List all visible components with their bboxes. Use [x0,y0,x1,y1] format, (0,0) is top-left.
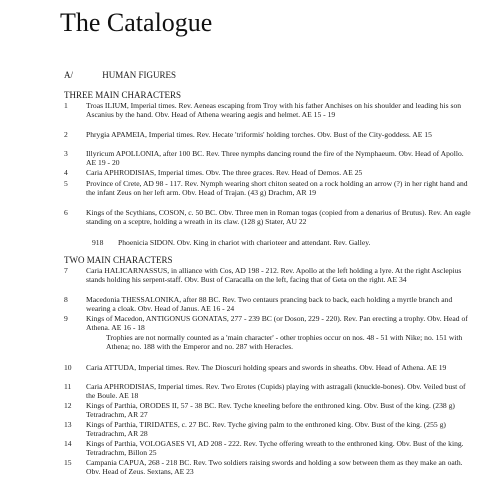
group-heading-two: TWO MAIN CHARACTERS [64,255,173,265]
group-heading-three: THREE MAIN CHARACTERS [64,90,182,100]
entry-text: Kings of the Scythians, COSON, c. 50 BC. Obv. Three men in Roman togas (copied from a denarius of Brutus). Rev. An eagle standing on a sceptre, holding a wreath in its claw. (128 g) Stater, AU 22 [86,208,471,227]
trophy-note: Trophies are not normally counted as a 'main character' - other trophies occur on nos. 48 - 51 with Nike; no. 151 with Athena; no. 188 with the Emperor and no. 287 with Heracles. [106,333,463,352]
entry-number: 7 [64,266,68,275]
entry-number: 14 [64,439,72,448]
entry-text: Illyricum APOLLONIA, after 100 BC. Rev. Three nymphs dancing round the fire of the Nymphaeum. Obv. Head of Apollo. AE 19 - 20 [86,149,464,168]
entry-number: 3 [64,149,68,158]
entry-text: Caria APHRODISIAS, Imperial times. Obv. The three graces. Rev. Head of Demos. AE 25 [86,168,363,177]
page-title: The Catalogue [60,8,213,37]
entry-text: Troas ILIUM, Imperial times. Rev. Aeneas escaping from Troy with his father Anchises on his shoulder and leading his son Ascanius by the hand. Obv. Head of Athena wearing aegis and helmet. AE 15 - 19 [86,101,462,120]
entry-text: Province of Crete, AD 98 - 117. Rev. Nymph wearing short chiton seated on a rock holding an arrow (?) in her right hand and the infant Zeus on her left arm. Obv. Head of Trajan. (43 g) Drachm, AR 19 [86,179,468,198]
section-letter: A/ [64,70,73,80]
entry-text: Kings of Parthia, ORODES II, 57 - 38 BC. Rev. Tyche kneeling before the enthroned king. Obv. Bust of the king. (238 g) Tetradrachm, AR 27 [86,401,455,420]
entry-number: 13 [64,420,72,429]
entry-number: 918 [92,238,104,247]
entry-text: Kings of Parthia, TIRIDATES, c. 27 BC. Rev. Tyche giving palm to the enthroned king. Obv. Bust of the king. (255 g) Tetradrachm, AR 28 [86,420,446,439]
entry-number: 6 [64,208,68,217]
entry-text: Macedonia THESSALONIKA, after 88 BC. Rev. Two centaurs prancing back to back, each holding a myrtle branch and wearing a cloak. Obv. Head of Janus. AE 16 - 24 [86,295,453,314]
entry-text: Caria APHRODISIAS, Imperial times. Rev. Two Erotes (Cupids) playing with astragali (knuckle-bones). Obv. Veiled bust of the Boule. AE 18 [86,382,466,401]
entry-text: Caria ATTUDA, Imperial times. Rev. The Dioscuri holding spears and swords in sheaths. Obv. Head of Athena. AE 19 [86,363,447,372]
entry-number: 4 [64,168,68,177]
entry-number: 2 [64,130,68,139]
section-heading [64,70,176,81]
entry-number: 8 [64,295,68,304]
entry-number: 11 [64,382,72,391]
entry-number: 10 [64,363,72,372]
entry-number: 5 [64,179,68,188]
entry-text: Campania CAPUA, 268 - 218 BC. Rev. Two soldiers raising swords and holding a sow between them as they make an oath. Obv. Head of Zeus. Sextans, AE 23 [86,458,463,477]
section-title: HUMAN FIGURES [102,70,177,80]
entry-number: 12 [64,401,72,410]
entry-text: Phrygia APAMEIA, Imperial times. Rev. Hecate 'triformis' holding torches. Obv. Bust of the City-goddess. AE 15 [86,130,432,139]
entry-number: 9 [64,314,68,323]
entry-number: 1 [64,101,68,110]
entry-text: Phoenicia SIDON. Obv. King in chariot with charioteer and attendant. Rev. Galley. [118,238,371,247]
entry-number: 15 [64,458,72,467]
entry-text: Kings of Macedon, ANTIGONUS GONATAS, 277 - 239 BC (or Doson, 229 - 220). Rev. Pan erecting a trophy. Obv. Head of Athena. AE 16 - 18 [86,314,468,333]
cross-reference-entry [92,238,472,247]
entry-text: Kings of Parthia, VOLOGASES VI, AD 208 - 222. Rev. Tyche offering wreath to the enthroned king. Obv. Bust of the king. Tetradrachm, Billon 25 [86,439,464,458]
entry-text: Caria HALICARNASSUS, in alliance with Cos, AD 198 - 212. Rev. Apollo at the left holding a lyre. At the right Asclepius stands holding his serpent-staff. Obv. Bust of Caracalla on the left, facing that of Geta on the right. AE 34 [86,266,462,285]
